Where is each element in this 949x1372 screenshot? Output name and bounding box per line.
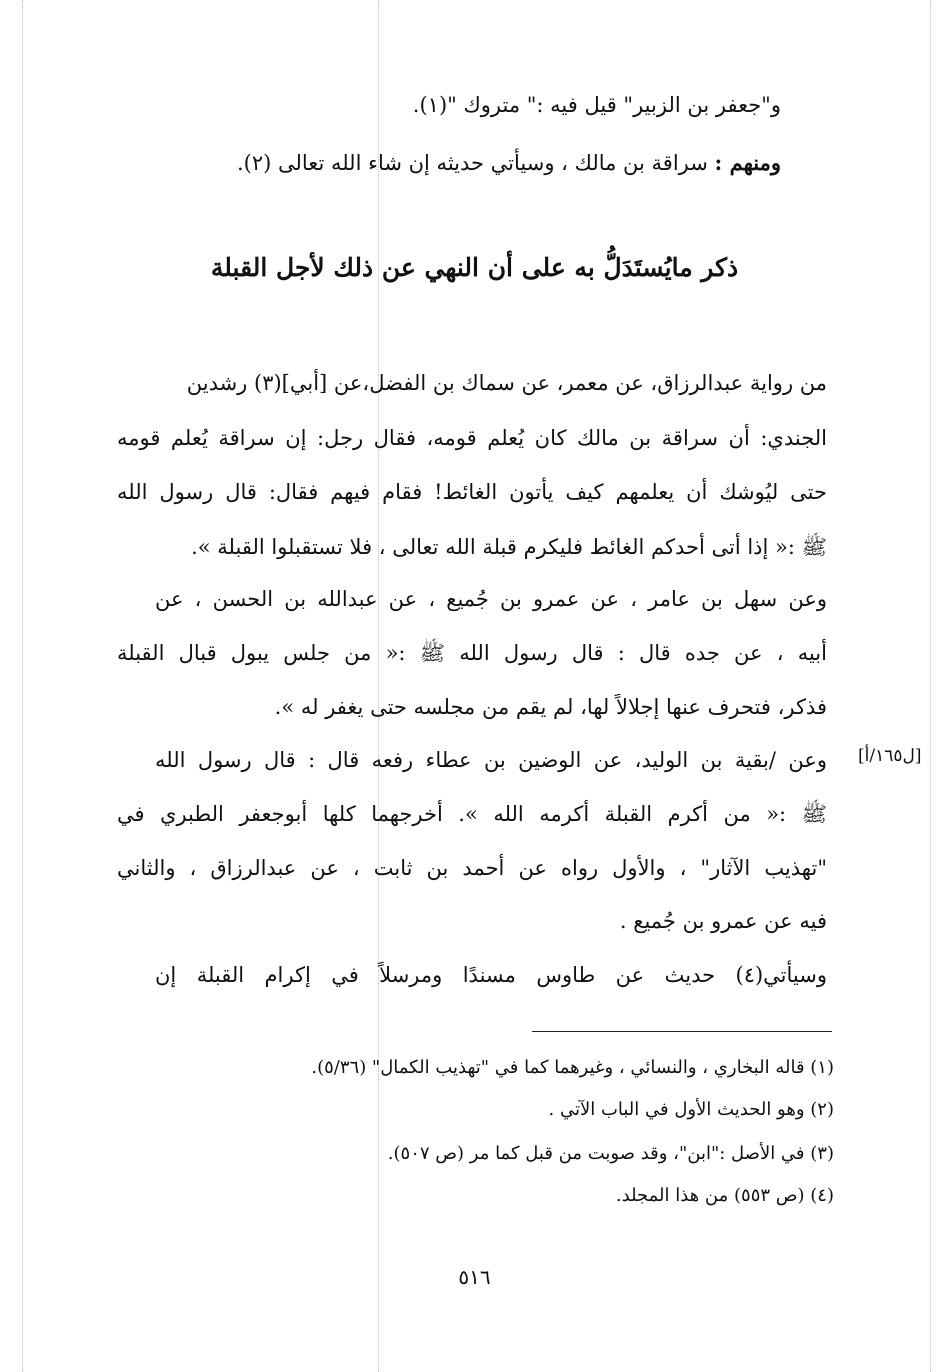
body-line: حتى ليُوشك أن يعلمهم كيف يأتون الغائط! فقام فيهم فقال: قال رسول الله: [117, 480, 827, 504]
body-line: أبيه ، عن جده قال : قال رسول الله ﷺ :« من جلس يبول قبال القبلة: [117, 641, 827, 665]
footnote-separator: [532, 1031, 832, 1032]
page-number: ٥١٦: [458, 1265, 491, 1289]
body-line: الجندي: أن سراقة بن مالك كان يُعلم قومه، فقال رجل: إن سراقة يُعلم قومه: [117, 426, 827, 450]
body-line: وعن /بقية بن الوليد، عن الوضين بن عطاء رفعه قال : قال رسول الله: [155, 748, 827, 772]
section-heading: ذكر مايُستَدَلُّ به على أن النهي عن ذلك لأجل القبلة: [210, 253, 739, 282]
body-line: ﷺ :« إذا أتى أحدكم الغائط فليكرم قبلة الله تعالى ، فلا تستقبلوا القبلة ».: [191, 535, 827, 559]
footnote: (٢) وهو الحديث الأول في الباب الآتي .: [548, 1099, 834, 1120]
body-line: من رواية عبدالرزاق، عن معمر، عن سماك بن الفضل،عن [أبي](٣) رشدين: [186, 371, 827, 395]
scan-dotted-line: [930, 0, 931, 1372]
body-line: "تهذيب الآثار" ، والأول رواه عن أحمد بن ثابت ، عن عبدالرزاق ، والثاني: [117, 856, 827, 880]
top-line-1: و"جعفر بن الزبير" قيل فيه :" متروك "(١).: [412, 93, 781, 117]
top-line-2-label: ومنهم :: [714, 150, 781, 175]
footnote: (١) قاله البخاري ، والنسائي ، وغيرهما كما في "تهذيب الكمال" (٥/٣٦).: [311, 1057, 834, 1078]
footnote: (٣) في الأصل :"ابن"، وقد صوبت من قبل كما مر (ص ٥٠٧).: [387, 1143, 834, 1164]
body-line: ﷺ :« من أكرم القبلة أكرمه الله ». أخرجهما كلها أبوجعفر الطبري في: [117, 802, 827, 826]
body-line: وسيأتي(٤) حديث عن طاوس مسندًا ومرسلاً في إكرام القبلة إن: [155, 963, 827, 987]
body-line: فيه عن عمرو بن جُميع .: [619, 909, 827, 933]
top-line-2: [237, 146, 781, 180]
body-line: وعن سهل بن عامر ، عن عمرو بن جُميع ، عن عبدالله بن الحسن ، عن: [155, 587, 827, 611]
scan-dotted-line: [378, 0, 379, 1372]
footnote: (٤) (ص ٥٥٣) من هذا المجلد.: [615, 1185, 834, 1206]
scan-dotted-line: [22, 0, 23, 1372]
margin-folio-note: [ل١٦٥/أ]: [858, 746, 922, 766]
body-line: فذكر، فتحرف عنها إجلالاً لها، لم يقم من مجلسه حتى يغفر له ».: [274, 695, 827, 719]
top-line-2-text: سراقة بن مالك ، وسيأتي حديثه إن شاء الله تعالى (٢).: [236, 151, 715, 175]
